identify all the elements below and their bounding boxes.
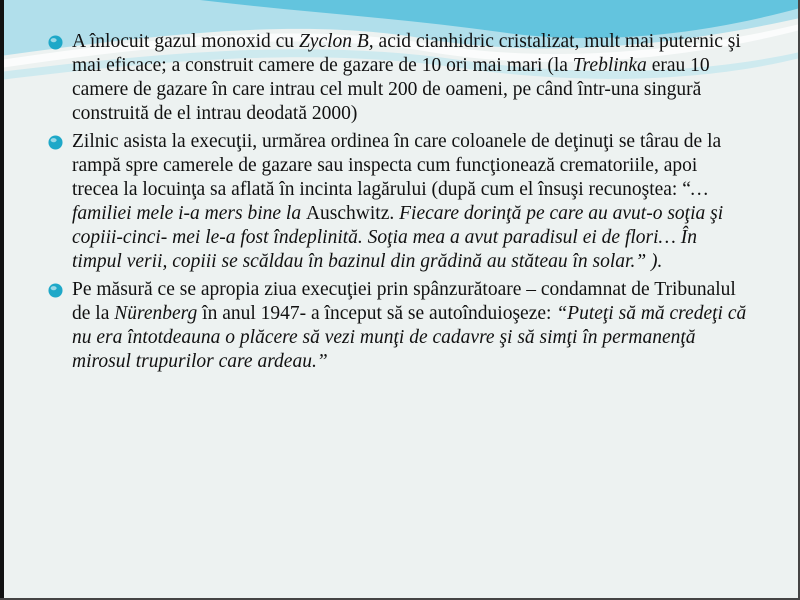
bullet-text-segment: erau 10 camere de gazare în care intrau cel mult 200 de oameni, pe când într-una singură construită de el intrau deodată 2000) xyxy=(72,55,710,124)
bullet-text-segment: “Puteţi să mă credeţi că nu era întotdeauna o plăcere să vezi munţi de cadavre şi să simţi în permanenţă mirosul trupurilor care ardeau.” xyxy=(72,303,747,372)
teal-disc-bullet-icon xyxy=(48,135,63,150)
bullet-item xyxy=(48,130,748,274)
bullet-text-segment: Auschwitz. xyxy=(305,203,400,224)
teal-disc-bullet-icon xyxy=(48,35,63,50)
bullet-list xyxy=(48,30,748,378)
bullet-item xyxy=(48,30,748,126)
bullet-text-segment: acid cianhidric cristalizat, mult mai puternic şi mai eficace; a construit camere de gazare de 10 ori mai mari (la xyxy=(72,31,741,76)
teal-disc-bullet-icon xyxy=(48,283,63,298)
bullet-text-segment: în anul 1947- a început să se autoînduioşeze: xyxy=(197,303,557,324)
bullet-text-segment: Fiecare dorinţă pe care au avut-o soţia şi copiii-cinci- mei le-a fost îndeplinită. Soţia mea a avut paradisul ei de flori… În timpul verii, copiii se scăldau în bazinul din grădină au stăteau în solar.” ). xyxy=(72,203,724,272)
bullet-text-segment: Zyclon B, xyxy=(298,31,374,52)
bullet-text-segment: Nürenberg xyxy=(114,303,198,324)
bullet-text-segment: Zilnic asista la execuţii, urmărea ordinea în care coloanele de deţinuţi se târau de la rampă spre camerele de gazare sau inspecta cum funcţionează crematoriile, apoi trecea la locuinţa sa aflată în incinta lagărului (după cum el însuşi recunoştea: “ xyxy=(72,131,722,200)
bullet-text-segment: Pe măsură ce se apropia ziua execuţiei prin spânzurătoare – condamnat de Tribunalul de la xyxy=(72,279,736,324)
bullet-text-segment: Treblinka xyxy=(572,55,647,76)
bullet-text-segment: A înlocuit gazul monoxid cu xyxy=(72,31,299,52)
bullet-item xyxy=(48,278,748,374)
bullet-text-segment: … familiei mele i-a mers bine la xyxy=(72,179,709,224)
frame-left-border xyxy=(0,0,4,600)
